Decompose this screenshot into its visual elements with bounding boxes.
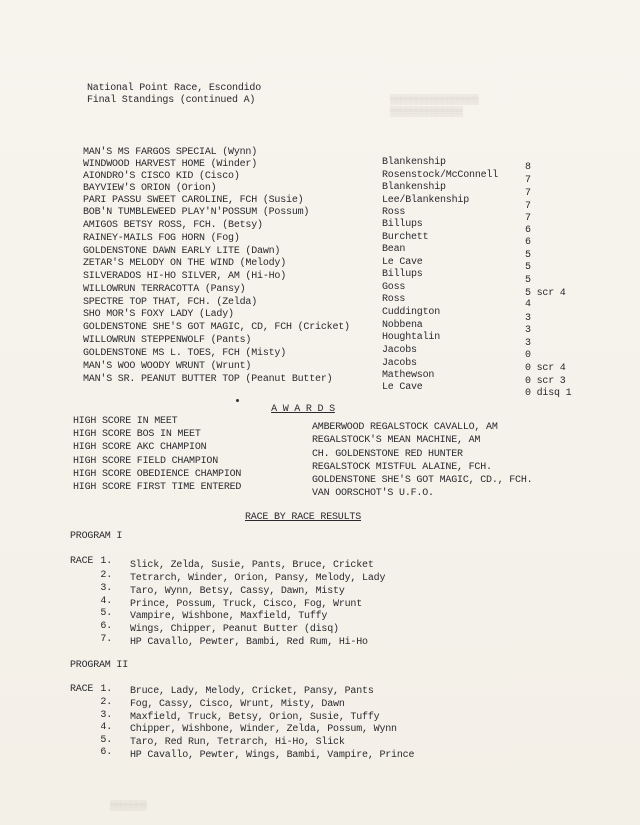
award-category: HIGH SCORE FIELD CHAMPION xyxy=(73,456,219,467)
standing-owner: Ross xyxy=(382,294,406,305)
race-results: Prince, Possum, Truck, Cisco, Fog, Wrunt xyxy=(130,599,363,610)
award-category: HIGH SCORE AKC CHAMPION xyxy=(73,442,207,453)
standing-owner: Billups xyxy=(382,269,423,280)
standing-dog: WINDWOOD HARVEST HOME (Winder) xyxy=(83,159,258,170)
standing-owner: Ross xyxy=(382,207,406,218)
race-number: 2. xyxy=(100,570,112,581)
standing-owner: Houghtalin xyxy=(382,332,441,343)
standing-owner: Burchett xyxy=(382,232,429,243)
race-number: 3. xyxy=(100,583,112,594)
race-label: RACE xyxy=(70,684,94,695)
standing-dog: SHO MOR'S FOXY LADY (Lady) xyxy=(83,309,234,320)
standing-dog: RAINEY-MAILS FOG HORN (Fog) xyxy=(83,233,240,244)
standing-points: 7 xyxy=(525,188,531,199)
standing-owner: Cuddington xyxy=(382,307,441,318)
race-results: Taro, Wynn, Betsy, Cassy, Dawn, Misty xyxy=(130,586,345,597)
standing-points: 5 xyxy=(525,250,531,261)
standing-owner: Blankenship xyxy=(382,182,446,193)
race-results: Vampire, Wishbone, Maxfield, Tuffy xyxy=(130,611,328,622)
standing-points: 5 xyxy=(525,262,531,273)
race-results: Fog, Cassy, Cisco, Wrunt, Misty, Dawn xyxy=(130,699,345,710)
race-results: Taro, Red Run, Tetrarch, Hi-Ho, Slick xyxy=(130,737,345,748)
bleed-through-mark: ▒▒▒▒▒▒▒ xyxy=(110,801,147,811)
race-number: 5. xyxy=(100,735,112,746)
race-results: Maxfield, Truck, Betsy, Orion, Susie, Tuffy xyxy=(130,712,380,723)
bleed-through-mark: ▒▒▒▒▒▒▒▒▒▒▒▒▒▒▒▒▒ xyxy=(390,95,479,105)
race-number: 2. xyxy=(100,697,112,708)
award-category: HIGH SCORE IN MEET xyxy=(73,416,178,427)
race-results: HP Cavallo, Pewter, Bambi, Red Rum, Hi-Ho xyxy=(130,637,368,648)
standing-points: 7 xyxy=(525,201,531,212)
standing-owner: Lee/Blankenship xyxy=(382,195,470,206)
bleed-through-mark: ▒▒▒▒▒▒▒▒▒▒▒▒▒▒ xyxy=(390,107,463,117)
program-title: PROGRAM II xyxy=(70,660,129,671)
race-number: 5. xyxy=(100,608,112,619)
standing-dog: AIONDRO'S CISCO KID (Cisco) xyxy=(83,171,240,182)
standing-owner: Billups xyxy=(382,219,423,230)
standing-dog: SPECTRE TOP THAT, FCH. (Zelda) xyxy=(83,297,258,308)
standing-dog: SILVERADOS HI-HO SILVER, AM (Hi-Ho) xyxy=(83,271,287,282)
standing-owner: Jacobs xyxy=(382,358,417,369)
standing-dog: MAN'S SR. PEANUT BUTTER TOP (Peanut Butter) xyxy=(83,374,333,385)
standing-dog: WILLOWRUN STEPPENWOLF (Pants) xyxy=(83,335,252,346)
standing-points: 0 disq 1 xyxy=(525,388,572,399)
award-category: HIGH SCORE BOS IN MEET xyxy=(73,429,201,440)
race-results: Bruce, Lady, Melody, Cricket, Pansy, Pants xyxy=(130,686,374,697)
standing-points: 5 xyxy=(525,275,531,286)
award-winner: AMBERWOOD REGALSTOCK CAVALLO, AM xyxy=(312,422,498,433)
standing-points: 6 xyxy=(525,225,531,236)
race-number: 7. xyxy=(100,634,112,645)
standing-dog: AMIGOS BETSY ROSS, FCH. (Betsy) xyxy=(83,220,263,231)
award-winner: REGALSTOCK'S MEAN MACHINE, AM xyxy=(312,435,481,446)
standing-owner: Nobbena xyxy=(382,320,423,331)
standing-dog: MAN'S WOO WOODY WRUNT (Wrunt) xyxy=(83,361,252,372)
standing-points: 5 scr 4 xyxy=(525,288,566,299)
ink-dot xyxy=(236,399,239,402)
document-subtitle: Final Standings (continued A) xyxy=(87,95,256,106)
award-winner: VAN OORSCHOT'S U.F.O. xyxy=(312,488,434,499)
award-category: HIGH SCORE OBEDIENCE CHAMPION xyxy=(73,469,242,480)
standing-points: 3 xyxy=(525,325,531,336)
race-number: 1. xyxy=(100,556,112,567)
standing-points: 3 xyxy=(525,338,531,349)
standing-dog: GOLDENSTONE SHE'S GOT MAGIC, CD, FCH (Cricket) xyxy=(83,322,350,333)
standing-points: 4 xyxy=(525,299,531,310)
standing-points: 8 xyxy=(525,162,531,173)
standing-dog: GOLDENSTONE DAWN EARLY LITE (Dawn) xyxy=(83,246,281,257)
race-results: Chipper, Wishbone, Winder, Zelda, Possum, Wynn xyxy=(130,724,397,735)
race-label: RACE xyxy=(70,556,94,567)
race-number: 6. xyxy=(100,747,112,758)
standing-points: 6 xyxy=(525,237,531,248)
race-results: Tetrarch, Winder, Orion, Pansy, Melody, Lady xyxy=(130,573,386,584)
race-number: 6. xyxy=(100,621,112,632)
standing-dog: WILLOWRUN TERRACOTTA (Pansy) xyxy=(83,284,246,295)
standing-owner: Rosenstock/McConnell xyxy=(382,170,499,181)
standing-owner: Goss xyxy=(382,282,406,293)
awards-title: A W A R D S xyxy=(271,404,335,415)
race-number: 3. xyxy=(100,710,112,721)
race-results: Wings, Chipper, Peanut Butter (disq) xyxy=(130,624,339,635)
race-number: 1. xyxy=(100,684,112,695)
award-winner: GOLDENSTONE SHE'S GOT MAGIC, CD., FCH. xyxy=(312,475,533,486)
standing-points: 0 xyxy=(525,350,531,361)
standing-dog: ZETAR'S MELODY ON THE WIND (Melody) xyxy=(83,258,287,269)
program-title: PROGRAM I xyxy=(70,531,123,542)
standing-owner: Le Cave xyxy=(382,382,423,393)
standing-owner: Mathewson xyxy=(382,370,435,381)
standing-points: 7 xyxy=(525,213,531,224)
standing-dog: MAN'S MS FARGOS SPECIAL (Wynn) xyxy=(83,147,258,158)
standing-owner: Le Cave xyxy=(382,257,423,268)
standing-dog: BAYVIEW'S ORION (Orion) xyxy=(83,183,217,194)
race-number: 4. xyxy=(100,722,112,733)
results-title: RACE BY RACE RESULTS xyxy=(244,512,362,523)
standing-owner: Jacobs xyxy=(382,345,417,356)
award-category: HIGH SCORE FIRST TIME ENTERED xyxy=(73,482,242,493)
race-number: 4. xyxy=(100,596,112,607)
standing-owner: Bean xyxy=(382,244,406,255)
award-winner: REGALSTOCK MISTFUL ALAINE, FCH. xyxy=(312,462,492,473)
standing-dog: GOLDENSTONE MS L. TOES, FCH (Misty) xyxy=(83,348,287,359)
award-winner: CH. GOLDENSTONE RED HUNTER xyxy=(312,449,463,460)
standing-dog: PARI PASSU SWEET CAROLINE, FCH (Susie) xyxy=(83,195,304,206)
standing-dog: BOB'N TUMBLEWEED PLAY'N'POSSUM (Possum) xyxy=(83,207,310,218)
standing-points: 0 scr 3 xyxy=(525,376,566,387)
standing-points: 7 xyxy=(525,175,531,186)
race-results: Slick, Zelda, Susie, Pants, Bruce, Cricket xyxy=(130,560,374,571)
standing-points: 0 scr 4 xyxy=(525,363,566,374)
race-results: HP Cavallo, Pewter, Wings, Bambi, Vampire, Prince xyxy=(130,750,415,761)
standing-owner: Blankenship xyxy=(382,157,446,168)
document-title: National Point Race, Escondido xyxy=(87,83,262,94)
standing-points: 3 xyxy=(525,313,531,324)
